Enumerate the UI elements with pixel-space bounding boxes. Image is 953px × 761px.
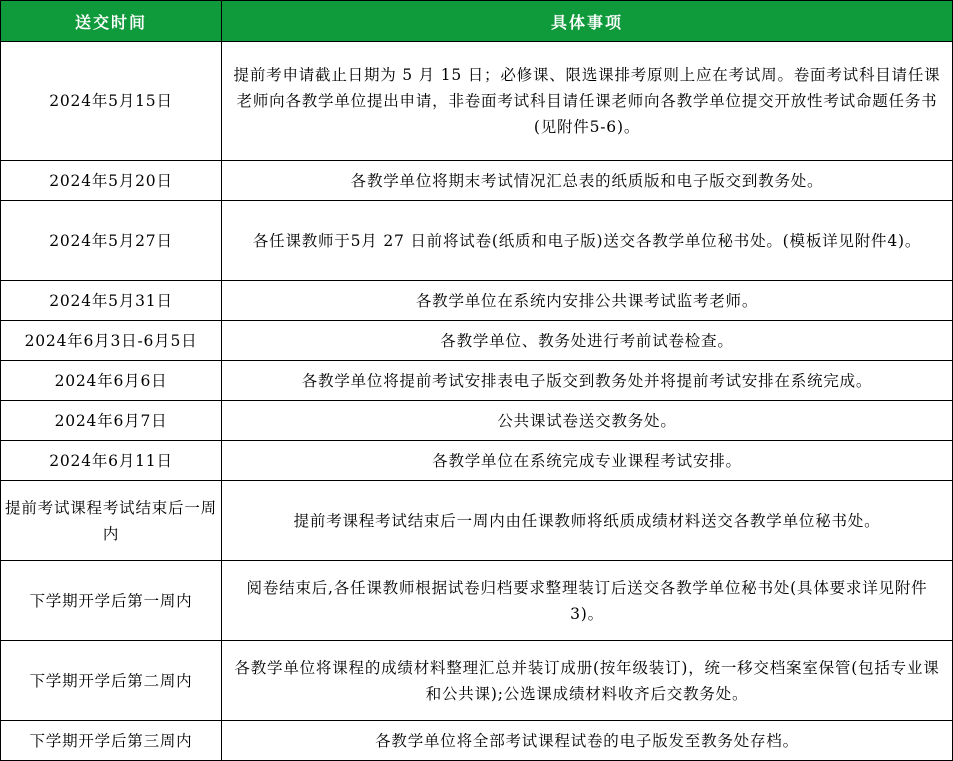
table-row [1,361,953,401]
row-matter: 提前考申请截止日期为 5 月 15 日；必修课、限选课排考原则上应在考试周。卷面考试科目请任课老师向各教学单位提出申请，非卷面考试科目请任课老师向各教学单位提交开放性考试命题任务书(见附件5-6)。 [222,42,953,161]
table-row [1,561,953,641]
row-time: 2024年5月31日 [1,281,222,321]
header-matter: 具体事项 [222,1,953,42]
header-row [1,1,953,42]
row-time: 下学期开学后第一周内 [1,561,222,641]
row-time: 2024年5月27日 [1,201,222,281]
row-matter: 提前考课程考试结束后一周内由任课教师将纸质成绩材料送交各教学单位秘书处。 [222,481,953,561]
header-time: 送交时间 [1,1,222,42]
row-time: 下学期开学后第二周内 [1,641,222,721]
row-time: 2024年6月6日 [1,361,222,401]
row-time: 2024年5月20日 [1,161,222,201]
row-time: 下学期开学后第三周内 [1,721,222,761]
table-row [1,481,953,561]
table-row [1,42,953,161]
row-matter: 公共课试卷送交教务处。 [222,401,953,441]
row-matter: 各教学单位将课程的成绩材料整理汇总并装订成册(按年级装订)，统一移交档案室保管(包括专业课和公共课);公选课成绩材料收齐后交教务处。 [222,641,953,721]
row-time: 2024年6月11日 [1,441,222,481]
table-row [1,201,953,281]
row-matter: 各教学单位将期末考试情况汇总表的纸质版和电子版交到教务处。 [222,161,953,201]
row-matter: 各教学单位在系统内安排公共课考试监考老师。 [222,281,953,321]
row-matter: 各教学单位在系统完成专业课程考试安排。 [222,441,953,481]
row-time: 2024年5月15日 [1,42,222,161]
table-row [1,641,953,721]
row-matter: 各教学单位将全部考试课程试卷的电子版发至教务处存档。 [222,721,953,761]
row-matter: 各教学单位、教务处进行考前试卷检查。 [222,321,953,361]
row-time: 2024年6月3日-6月5日 [1,321,222,361]
row-matter: 各任课教师于5月 27 日前将试卷(纸质和电子版)送交各教学单位秘书处。(模板详见附件4)。 [222,201,953,281]
row-matter: 阅卷结束后,各任课教师根据试卷归档要求整理装订后送交各教学单位秘书处(具体要求详见附件 3)。 [222,561,953,641]
table-row [1,161,953,201]
row-matter: 各教学单位将提前考试安排表电子版交到教务处并将提前考试安排在系统完成。 [222,361,953,401]
table-row [1,721,953,761]
table-row [1,441,953,481]
row-time: 2024年6月7日 [1,401,222,441]
row-time: 提前考试课程考试结束后一周内 [1,481,222,561]
table-row [1,401,953,441]
table-row [1,321,953,361]
table-row [1,281,953,321]
